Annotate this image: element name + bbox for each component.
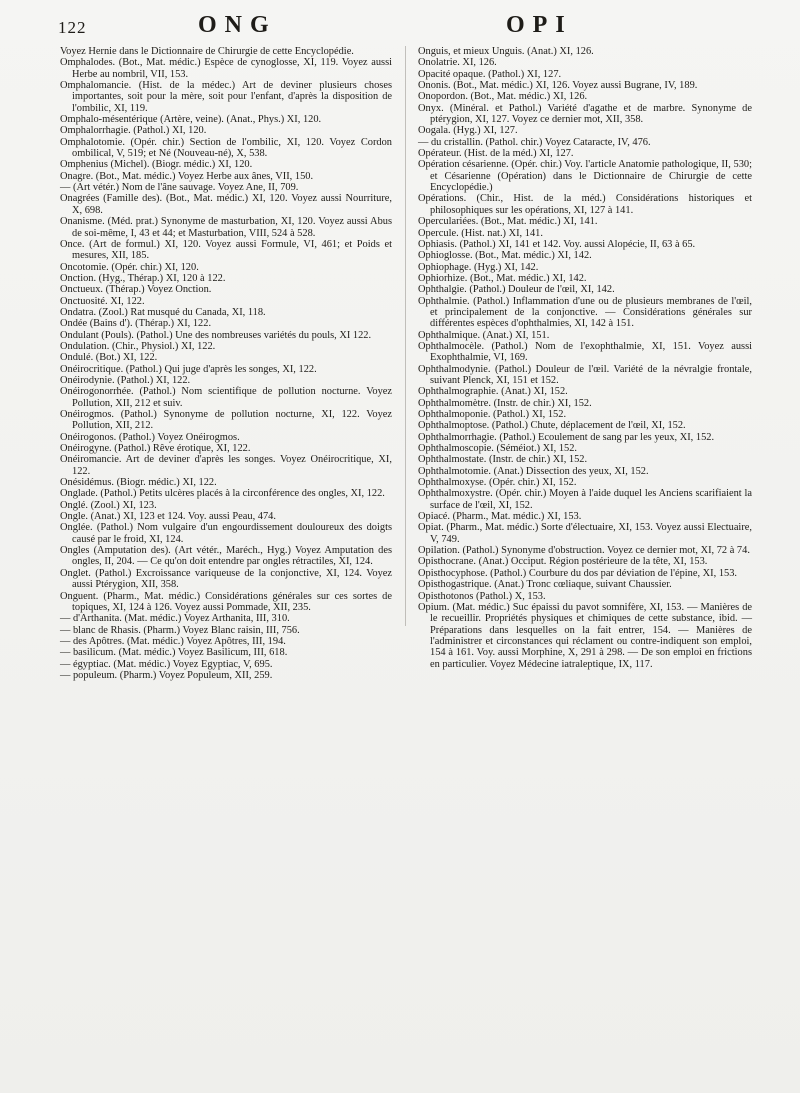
index-entry: Opérations. (Chir., Hist. de la méd.) Considérations historiques et philosophiques sur les opérations, XI, 127 à 141. xyxy=(418,193,752,216)
index-entry: Ondatra. (Zool.) Rat musqué du Canada, XI, 118. xyxy=(60,306,266,318)
index-entry: Opacité opaque. (Pathol.) XI, 127. xyxy=(418,68,562,80)
index-entry: Ophthalmoxyse. (Opér. chir.) XI, 152. xyxy=(418,477,577,489)
index-entry: — du cristallin. (Pathol. chir.) Voyez Cataracte, IV, 476. xyxy=(418,136,651,148)
index-entry: Onctuosité. XI, 122. xyxy=(60,295,145,307)
index-entry: Ondulation. (Chir., Physiol.) XI, 122. xyxy=(60,340,216,352)
index-entry: Ophthalmique. (Anat.) XI, 151. xyxy=(418,329,550,341)
index-entry: Ononis. (Bot., Mat. médic.) XI, 126. Voyez aussi Bugrane, IV, 189. xyxy=(418,80,698,92)
index-entry: Omphalomancie. (Hist. de la médec.) Art de deviner plusieurs choses importantes, soit pour la mère, soit pour l'enfant, d'après la disposition de l'ombilic, XI, 119. xyxy=(60,80,392,114)
index-entry: Omphalodes. (Bot., Mat. médic.) Espèce de cynoglosse, XI, 119. Voyez aussi Herbe au nombril, VII, 153. xyxy=(60,57,392,80)
index-entry: — des Apôtres. (Mat. médic.) Voyez Apôtres, III, 194. xyxy=(60,635,286,647)
right-column xyxy=(418,46,752,670)
index-entry: Onéirogonos. (Pathol.) Voyez Onéirogmos. xyxy=(60,431,240,443)
index-entry: Omphalotomie. (Opér. chir.) Section de l'ombilic, XI, 120. Voyez Cordon ombilical, V, 519; et Né (Nouveau-né), X, 538. xyxy=(60,136,392,160)
index-entry: Ondulé. (Bot.) XI, 122. xyxy=(60,352,158,364)
index-entry: Onglet. (Pathol.) Excroissance variqueuse de la conjonctive, XI, 124. Voyez aussi Ptérygion, XII, 358. xyxy=(60,567,392,591)
index-entry: Onéirogonorrhée. (Pathol.) Nom scientifique de pollution nocturne. Voyez Pollution, XII, 212 et suiv. xyxy=(60,386,392,409)
index-entry: Oncotomie. (Opér. chir.) XI, 120. xyxy=(60,261,199,273)
index-entry: Onéirogyne. (Pathol.) Rêve érotique, XI, 122. xyxy=(60,443,251,455)
index-entry: Onanisme. (Méd. prat.) Synonyme de masturbation, XI, 120. Voyez aussi Abus de soi-même, I, 43 et 44; et Masturbation, VIII, 524 à 528. xyxy=(60,216,392,239)
index-entry: Ophthalmocèle. (Pathol.) Nom de l'exophthalmie, XI, 151. Voyez aussi Exophthalmie, VI, 169. xyxy=(418,340,752,364)
index-entry: — blanc de Rhasis. (Pharm.) Voyez Blanc raisin, III, 756. xyxy=(60,624,300,636)
index-entry: Omphalorrhagie. (Pathol.) XI, 120. xyxy=(60,125,207,137)
index-entry: Onguent. (Pharm., Mat. médic.) Considérations générales sur ces sortes de topiques, XI, 124 à 126. Voyez aussi Pommade, XII, 235. xyxy=(60,590,392,613)
index-entry: Omphenius (Michel). (Biogr. médic.) XI, 120. xyxy=(60,159,253,171)
index-entry: Onglade. (Pathol.) Petits ulcères placés à la circonférence des ongles, XI, 122. xyxy=(60,488,385,500)
index-entry: Opiat. (Pharm., Mat. médic.) Sorte d'électuaire, XI, 153. Voyez aussi Electuaire, V, 749. xyxy=(418,522,752,545)
index-entry: — d'Arthanita. (Mat. médic.) Voyez Arthanita, III, 310. xyxy=(60,613,290,625)
index-entry: Onction. (Hyg., Thérap.) XI, 120 à 122. xyxy=(60,272,226,284)
index-entry: Omphalo-mésentérique (Artère, veine). (Anat., Phys.) XI, 120. xyxy=(60,114,322,126)
index-entry: Onésidémus. (Biogr. médic.) XI, 122. xyxy=(60,477,217,489)
index-entry: Ophthalmotomie. (Anat.) Dissection des yeux, XI, 152. xyxy=(418,465,649,477)
index-entry: Ophthalmorrhagie. (Pathol.) Ecoulement de sang par les yeux, XI, 152. xyxy=(418,431,715,443)
index-entry: Ongles (Amputation des). (Art vétér., Maréch., Hyg.) Voyez Amputation des ongles, II, 204. — Ce qu'on doit entendre par ongles rétractiles, XI, 124. xyxy=(60,545,392,568)
index-entry: Onagrées (Famille des). (Bot., Mat. médic.) XI, 120. Voyez aussi Nourriture, X, 698. xyxy=(60,193,392,216)
index-entry: Ophthalmoptose. (Pathol.) Chute, déplacement de l'œil, XI, 152. xyxy=(418,420,686,432)
index-entry: — (Art vétér.) Nom de l'âne sauvage. Voyez Ane, II, 709. xyxy=(60,182,299,194)
header-right-word: OPI xyxy=(506,12,573,38)
index-entry: Once. (Art de formul.) XI, 120. Voyez aussi Formule, VI, 461; et Poids et mesures, XII, 185. xyxy=(60,238,392,262)
header-left-word: ONG xyxy=(198,12,277,38)
index-entry: Oogala. (Hyg.) XI, 127. xyxy=(418,125,518,137)
index-entry: Onctueux. (Thérap.) Voyez Onction. xyxy=(60,284,212,296)
running-header xyxy=(0,12,800,46)
index-entry: Opisthocrane. (Anat.) Occiput. Région postérieure de la tête, XI, 153. xyxy=(418,556,708,568)
index-entry: Onéirodynie. (Pathol.) XI, 122. xyxy=(60,374,191,386)
index-entry: Ophthalmomètre. (Instr. de chir.) XI, 152. xyxy=(418,397,592,409)
index-entry: Opilation. (Pathol.) Synonyme d'obstruction. Voyez ce dernier mot, XI, 72 à 74. xyxy=(418,545,750,557)
index-entry: Opisthogastrique. (Anat.) Tronc cœliaque, suivant Chaussier. xyxy=(418,579,672,591)
index-entry: Onguis, et mieux Unguis. (Anat.) XI, 126. xyxy=(418,46,594,57)
index-entry: Ophthalmodynie. (Pathol.) Douleur de l'œil. Variété de la névralgie frontale, suivant Plenck, XI, 151 et 152. xyxy=(418,363,752,386)
index-entry: Ophthalmostate. (Instr. de chir.) XI, 152. xyxy=(418,454,588,466)
index-entry: Onglée. (Pathol.) Nom vulgaire d'un engourdissement douloureux des doigts causé par le froid, XI, 124. xyxy=(60,522,392,545)
index-entry: Ophthalmographie. (Anat.) XI, 152. xyxy=(418,386,568,398)
index-entry: Ophthalmoponie. (Pathol.) XI, 152. xyxy=(418,409,567,420)
index-entry: Opium. (Mat. médic.) Suc épaissi du pavot somnifère, XI, 153. — Manières de le recueillir. Propriétés physiques et chimiques de cette substance, ibid. — Préparations dans lesquelles on la fait entrer, 154. — Manières de l'administrer et circonstances qui réclament ou contre-indiquent son emploi, 154 à 161. Voy. aussi Morphine, X, 291 à 298. — De son emploi en frictions en particulier. Voyez Médecine iatraleptique, IX, 117. xyxy=(418,601,752,670)
index-entry: Ophiophage. (Hyg.) XI, 142. xyxy=(418,261,539,273)
index-entry: Onéiromancie. Art de deviner d'après les songes. Voyez Onéirocritique, XI, 122. xyxy=(60,454,392,477)
index-entry: Opercule. (Hist. nat.) XI, 141. xyxy=(418,227,543,239)
index-entry: Ophthalmoxystre. (Opér. chir.) Moyen à l'aide duquel les Anciens scarifiaient la surface de l'œil, XI, 152. xyxy=(418,488,752,511)
index-entry: Ophthalmoscopie. (Séméiot.) XI, 152. xyxy=(418,443,578,455)
index-entry: Onyx. (Minéral. et Pathol.) Variété d'agathe et de marbre. Synonyme de ptérygion, XI, 127. Voyez ce dernier mot, XII, 358. xyxy=(418,102,752,126)
index-entry: Ondulant (Pouls). (Pathol.) Une des nombreuses variétés du pouls, XI 122. xyxy=(60,329,372,341)
index-entry: Onopordon. (Bot., Mat. médic.) XI, 126. xyxy=(418,91,588,103)
index-entry: Onéirocritique. (Pathol.) Qui juge d'après les songes, XI, 122. xyxy=(60,363,317,375)
index-entry: — basilicum. (Mat. médic.) Voyez Basilicum, III, 618. xyxy=(60,647,288,659)
index-entry: Onéirogmos. (Pathol.) Synonyme de pollution nocturne, XI, 122. Voyez Pollution, XII, 212. xyxy=(60,409,392,432)
index-entry: Opérateur. (Hist. de la méd.) XI, 127. xyxy=(418,148,574,160)
index-entry: Onagre. (Bot., Mat. médic.) Voyez Herbe aux ânes, VII, 150. xyxy=(60,170,314,182)
index-entry: Ondée (Bains d'). (Thérap.) XI, 122. xyxy=(60,318,212,330)
index-entry: — populeum. (Pharm.) Voyez Populeum, XII, 259. xyxy=(60,669,273,681)
index-entry: Ophiasis. (Pathol.) XI, 141 et 142. Voy. aussi Alopécie, II, 63 à 65. xyxy=(418,238,696,250)
index-entry: Onglé. (Zool.) XI, 123. xyxy=(60,499,157,511)
index-entry: Opisthotonos (Pathol.) X, 153. xyxy=(418,590,546,602)
column-rule xyxy=(405,46,406,626)
index-entry: Opisthocyphose. (Pathol.) Courbure du dos par déviation de l'épine, XI, 153. xyxy=(418,567,738,579)
left-column xyxy=(60,46,392,681)
index-entry: Opiacé. (Pharm., Mat. médic.) XI, 153. xyxy=(418,511,582,523)
index-entry: Ophiorhize. (Bot., Mat. médic.) XI, 142. xyxy=(418,272,587,284)
index-entry: Onolatrie. XI, 126. xyxy=(418,57,497,69)
index-entry: Ophioglosse. (Bot., Mat. médic.) XI, 142. xyxy=(418,250,592,262)
index-entry: Ophthalmie. (Pathol.) Inflammation d'une ou de plusieurs membranes de l'œil, et principalement de la conjonctive. — Considérations générales sur différentes espèces d'ophthalmies, XI, 142 à 151. xyxy=(418,295,752,330)
index-entry: — égyptiac. (Mat. médic.) Voyez Egyptiac, V, 695. xyxy=(60,658,273,670)
index-entry: Operculariées. (Bot., Mat. médic.) XI, 141. xyxy=(418,216,598,228)
index-entry: Ophthalgie. (Pathol.) Douleur de l'œil, XI, 142. xyxy=(418,284,615,296)
index-entry: Opération césarienne. (Opér. chir.) Voy. l'article Anatomie pathologique, II, 530; et Césarienne (Opération) dans le Dictionnaire de Chirurgie de cette Encyclopédie.) xyxy=(418,159,752,194)
index-entry: Voyez Hernie dans le Dictionnaire de Chirurgie de cette Encyclopédie. xyxy=(60,46,354,57)
page-number: 122 xyxy=(58,18,87,37)
index-entry: Ongle. (Anat.) XI, 123 et 124. Voy. aussi Peau, 474. xyxy=(60,511,276,523)
